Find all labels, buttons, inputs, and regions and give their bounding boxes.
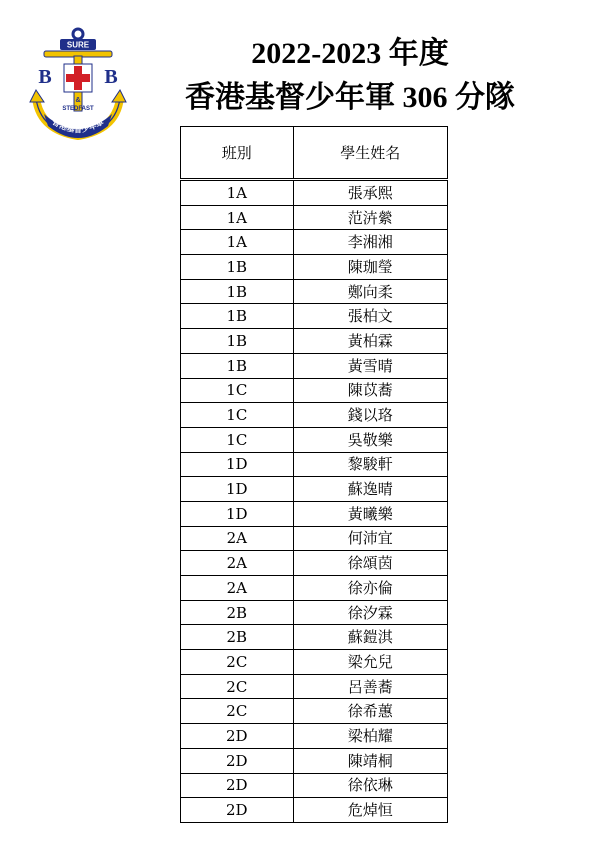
cell-student-name: 危焯恒 bbox=[293, 798, 447, 823]
cell-student-name: 鄭向柔 bbox=[293, 279, 447, 304]
cell-class: 2A bbox=[181, 576, 294, 601]
cell-student-name: 范泋縈 bbox=[293, 205, 447, 230]
cell-class: 2D bbox=[181, 773, 294, 798]
cell-class: 1A bbox=[181, 180, 294, 206]
cell-class: 2D bbox=[181, 724, 294, 749]
cell-student-name: 錢以珞 bbox=[293, 403, 447, 428]
cell-class: 2B bbox=[181, 600, 294, 625]
student-table bbox=[180, 126, 448, 823]
logo-sure-text: SURE bbox=[66, 40, 90, 50]
cell-student-name: 張柏文 bbox=[293, 304, 447, 329]
cell-student-name: 黃曦樂 bbox=[293, 501, 447, 526]
table-row bbox=[181, 452, 448, 477]
table-row bbox=[181, 427, 448, 452]
table-row bbox=[181, 501, 448, 526]
cell-class: 1C bbox=[181, 427, 294, 452]
table-row bbox=[181, 180, 448, 206]
cell-student-name: 吳敬樂 bbox=[293, 427, 447, 452]
cell-class: 2A bbox=[181, 526, 294, 551]
boys-brigade-logo bbox=[26, 26, 130, 144]
cell-class: 2D bbox=[181, 798, 294, 823]
cell-class: 2D bbox=[181, 748, 294, 773]
column-header-class: 班別 bbox=[181, 127, 294, 180]
cell-student-name: 何沛宜 bbox=[293, 526, 447, 551]
cell-class: 1C bbox=[181, 403, 294, 428]
logo-stedfast-text: STEDFAST bbox=[62, 106, 94, 112]
cell-student-name: 徐頌茵 bbox=[293, 551, 447, 576]
cell-student-name: 陳苡蕎 bbox=[293, 378, 447, 403]
table-row bbox=[181, 724, 448, 749]
page-title-year: 2022-2023 年度 bbox=[251, 37, 449, 70]
cell-class: 1C bbox=[181, 378, 294, 403]
cell-student-name: 黃雪晴 bbox=[293, 353, 447, 378]
cell-student-name: 梁柏耀 bbox=[293, 724, 447, 749]
table-row bbox=[181, 353, 448, 378]
cell-class: 1B bbox=[181, 304, 294, 329]
table-row bbox=[181, 279, 448, 304]
cell-class: 2B bbox=[181, 625, 294, 650]
cell-class: 1A bbox=[181, 230, 294, 255]
anchor-emblem-icon bbox=[26, 26, 130, 144]
table-row bbox=[181, 378, 448, 403]
cell-class: 1B bbox=[181, 353, 294, 378]
table-row bbox=[181, 773, 448, 798]
cell-class: 1D bbox=[181, 452, 294, 477]
cell-class: 2C bbox=[181, 699, 294, 724]
cell-student-name: 徐希蕙 bbox=[293, 699, 447, 724]
cell-class: 2C bbox=[181, 674, 294, 699]
table-row bbox=[181, 576, 448, 601]
cell-class: 1A bbox=[181, 205, 294, 230]
table-row bbox=[181, 699, 448, 724]
table-row bbox=[181, 551, 448, 576]
cell-class: 1B bbox=[181, 329, 294, 354]
cell-class: 1B bbox=[181, 279, 294, 304]
logo-amp: & bbox=[75, 97, 81, 104]
table-row bbox=[181, 230, 448, 255]
cell-student-name: 梁允兒 bbox=[293, 650, 447, 675]
logo-ring-text: 香港基督少年軍 bbox=[50, 117, 106, 134]
table-header-row bbox=[181, 127, 448, 180]
table-row bbox=[181, 205, 448, 230]
table-row bbox=[181, 526, 448, 551]
cell-class: 2C bbox=[181, 650, 294, 675]
cell-student-name: 黃柏霖 bbox=[293, 329, 447, 354]
cell-class: 2A bbox=[181, 551, 294, 576]
table-row bbox=[181, 674, 448, 699]
cell-student-name: 徐依琳 bbox=[293, 773, 447, 798]
cell-student-name: 陳珈瑩 bbox=[293, 255, 447, 280]
cell-student-name: 蘇鎧淇 bbox=[293, 625, 447, 650]
logo-letter-left: B bbox=[38, 66, 52, 88]
table-row bbox=[181, 650, 448, 675]
cell-class: 1D bbox=[181, 477, 294, 502]
table-row bbox=[181, 477, 448, 502]
table-row bbox=[181, 255, 448, 280]
table-row bbox=[181, 403, 448, 428]
table-row bbox=[181, 748, 448, 773]
page-title-company: 香港基督少年軍 306 分隊 bbox=[185, 81, 515, 114]
column-header-name: 學生姓名 bbox=[293, 127, 447, 180]
cell-student-name: 黎駿軒 bbox=[293, 452, 447, 477]
table-row bbox=[181, 625, 448, 650]
table-row bbox=[181, 329, 448, 354]
table-row bbox=[181, 600, 448, 625]
logo-letter-right: B bbox=[104, 66, 118, 88]
cell-student-name: 張承熙 bbox=[293, 180, 447, 206]
cell-student-name: 李湘湘 bbox=[293, 230, 447, 255]
cell-student-name: 徐汐霖 bbox=[293, 600, 447, 625]
table-row bbox=[181, 304, 448, 329]
cell-class: 1D bbox=[181, 501, 294, 526]
table-row bbox=[181, 798, 448, 823]
cell-student-name: 陳靖桐 bbox=[293, 748, 447, 773]
cell-student-name: 蘇逸晴 bbox=[293, 477, 447, 502]
cell-student-name: 呂善蕎 bbox=[293, 674, 447, 699]
cell-student-name: 徐亦倫 bbox=[293, 576, 447, 601]
cell-class: 1B bbox=[181, 255, 294, 280]
